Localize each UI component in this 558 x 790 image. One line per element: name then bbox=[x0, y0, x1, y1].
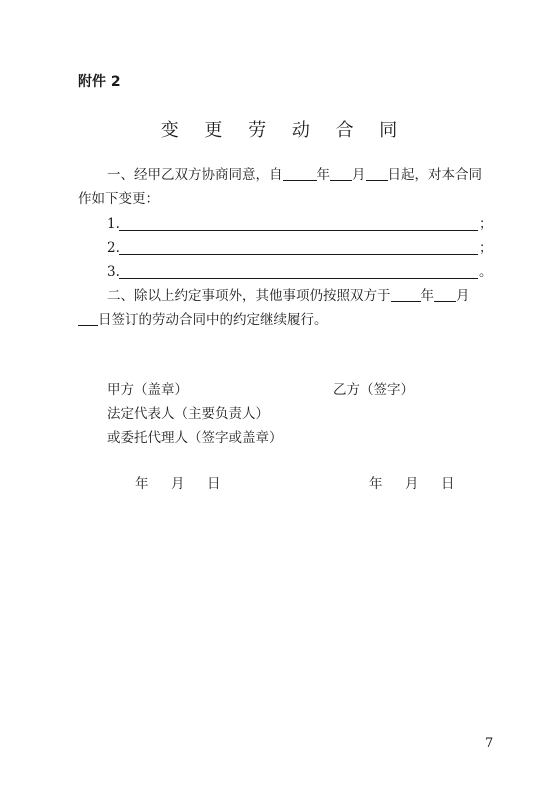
party-a-date-year: 年 bbox=[135, 476, 149, 492]
page-number: 7 bbox=[485, 736, 494, 751]
clause-1-year-label: 年 bbox=[316, 167, 330, 183]
party-a-legal-rep: 法定代表人（主要负责人） bbox=[107, 406, 269, 422]
party-a-date-day: 日 bbox=[207, 476, 221, 492]
clause-2-line-2 bbox=[78, 308, 328, 332]
document-title: 变 更 劳 动 合 同 bbox=[160, 120, 408, 141]
item-2-label: 2. bbox=[107, 240, 120, 256]
item-1-line[interactable] bbox=[119, 229, 478, 231]
clause-1-prefix: 一、经甲乙双方协商同意，自 bbox=[107, 167, 283, 183]
clause-2-line-2-text: 日签订的劳动合同中的约定继续履行。 bbox=[98, 312, 328, 328]
clause-1-line-1 bbox=[107, 163, 482, 187]
party-a-date-month: 月 bbox=[171, 476, 185, 492]
party-a-agent: 或委托代理人（签字或盖章） bbox=[107, 430, 283, 446]
item-1-end: ； bbox=[479, 216, 493, 232]
clause-1-day-blank[interactable] bbox=[366, 166, 388, 181]
clause-1-month-blank[interactable] bbox=[330, 166, 352, 181]
item-1-label: 1. bbox=[107, 216, 120, 232]
clause-2-year-label: 年 bbox=[420, 288, 434, 304]
clause-2-prefix: 二、除以上约定事项外，其他事项仍按照双方于 bbox=[107, 288, 391, 304]
item-2-end: ； bbox=[479, 240, 493, 256]
attachment-label: 附件 2 bbox=[78, 74, 121, 90]
clause-2-month-blank[interactable] bbox=[434, 287, 456, 302]
party-b-sign: 乙方（签字） bbox=[333, 382, 414, 398]
clause-2-day-blank[interactable] bbox=[78, 311, 98, 326]
clause-1-year-blank[interactable] bbox=[283, 166, 317, 181]
party-b-date-day: 日 bbox=[441, 476, 455, 492]
clause-2-line-1 bbox=[107, 284, 470, 308]
party-b-date-month: 月 bbox=[405, 476, 419, 492]
party-b-date-year: 年 bbox=[369, 476, 383, 492]
item-2-line[interactable] bbox=[119, 253, 478, 255]
item-3-label: 3. bbox=[107, 264, 120, 280]
item-3-line[interactable] bbox=[119, 277, 478, 279]
party-a-seal: 甲方（盖章） bbox=[107, 382, 188, 398]
clause-1-day-suffix: 日起，对本合同 bbox=[387, 167, 482, 183]
clause-1-line-2: 作如下变更： bbox=[78, 191, 159, 207]
clause-2-year-blank[interactable] bbox=[391, 287, 421, 302]
item-3-end: 。 bbox=[479, 264, 493, 280]
clause-2-month-label: 月 bbox=[456, 288, 470, 304]
clause-1-month-label: 月 bbox=[352, 167, 366, 183]
